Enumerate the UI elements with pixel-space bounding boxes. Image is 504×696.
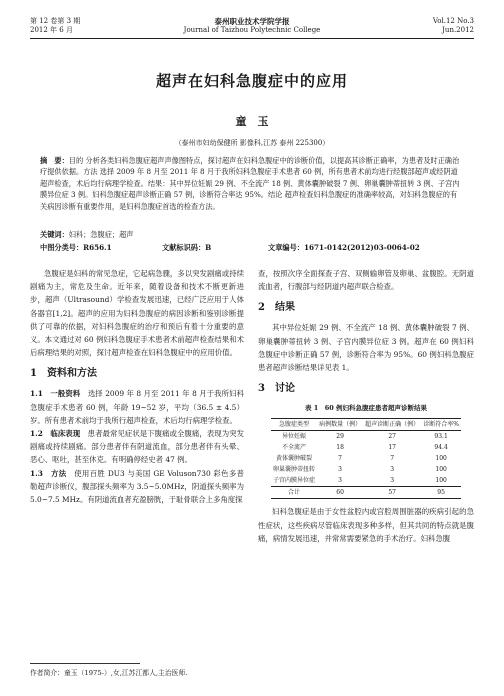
table-cell: 60 (317, 487, 363, 499)
table-header-row (271, 419, 461, 431)
subsection-1-1: 1.1 一般资料 选择 2009 年 8 月至 2011 年 8 月于我所妇科急腹症手术患者 60 例，年龄 19~52 岁，平均（36.5 ± 4.5）岁。所有患者术前均于我所行超声检查，术后均行病理学检查。 (30, 389, 244, 425)
table-cell: 7 (390, 455, 395, 463)
article-number: 文章编号：1671-0142(2012)03-0064-02 (268, 243, 420, 252)
table-cell: 不全流产 (282, 444, 307, 452)
section-1-heading: 1 资料和方法 (30, 368, 97, 380)
table-row (271, 464, 461, 475)
abstract (40, 155, 464, 212)
keywords (40, 230, 133, 240)
table-cell: 3 (338, 477, 342, 485)
section-2-heading: 2 结果 (258, 302, 295, 314)
abstract-text: 目的 分析各类妇科急腹症超声声像图特点，探讨超声在妇科急腹症中的诊断价值，以提高其诊断正确率，为患者及时正确治疗提供依据。方法 选择 2009 年 8 月至 2011 年 8 月于我所妇科急腹症手术患者 60 例，所有患者术前均进行经腹部超声或经阴道超声检查，术后均行病理学检查。结果：其中异位妊娠 29 例、不全流产 18 例、黄体囊肿破裂 7 例、卵巢囊肿蒂扭转 3 例、子宫内膜异位症 3 例。妇科急腹症超声诊断正确 57 例，诊断符合率达 95%。结论 超声检查妇科急腹症的准确率较高，对妇科急腹症的有关病因诊断有重要作用，是妇科急腹症首选的检查方法。 (40, 156, 460, 211)
keywords-text: 妇科；急腹症；超声 (68, 230, 134, 239)
section-3-heading: 3 讨论 (258, 383, 295, 395)
table-cell: 3 (338, 466, 342, 474)
table-cell: 100 (435, 455, 447, 463)
publication-date-en: Jun.2012 (442, 26, 474, 34)
method-continuation: 查，按照次序全面探查子宫、双侧输卵管及卵巢、盆腹腔。无阴道流血者，行腹部与经阴道内超声联合检查。 (258, 269, 474, 292)
table-cell: 3 (390, 466, 395, 474)
journal-name-cn: 泰州职业技术学院学报 (214, 17, 290, 26)
left-column (30, 267, 244, 506)
results-paragraph: 其中异位妊娠 29 例、不全流产 18 例、黄体囊肿破裂 7 例、卵巢囊肿蒂扭转 3 例、子宫内膜异位症 3 例。超声在 60 例妇科急腹症中诊断正确 57 例，诊断符合率为 95%。60 例妇科急腹症患者超声诊断结果详见表 1。 (258, 323, 474, 373)
journal-name-en: Journal of Taizhou Polytechnic College (183, 26, 321, 34)
right-column (258, 267, 474, 545)
table-cell: 29 (336, 433, 344, 441)
table-cell: 100 (435, 466, 447, 474)
table-cell: 卵巢囊肿蒂扭转 (273, 466, 316, 474)
table-cell: 100 (435, 477, 447, 485)
table-cell: 合计 (271, 487, 317, 499)
table-row (271, 431, 461, 443)
table-row (271, 453, 461, 464)
keywords-label: 关键词： (40, 230, 69, 239)
publication-date: 2012 年 6 月 (30, 26, 73, 34)
document-code: 文献标识码：B (162, 243, 212, 252)
table-cell: 异位妊娠 (282, 433, 307, 441)
header-right (433, 17, 474, 35)
abstract-label: 摘 要： (40, 156, 69, 165)
table-row (271, 442, 461, 453)
table-header-cell: 急腹症类型 (271, 419, 317, 431)
table-cell: 黄体囊肿破裂 (276, 455, 313, 463)
volume-issue: 第 12 卷第 3 期 (30, 17, 81, 25)
article-title: 超声在妇科急腹症中的应用 (155, 72, 348, 90)
header-divider (30, 38, 474, 39)
discussion-paragraph: 妇科急腹症是由于女性盆腔内或宫腔周围脏器的疾病引起的急性症状，这些疾病尽管临床表现多种多样，但其共同的特点就是腹痛，病情发展迅速，并常常需要紧急的手术治疗。妇科急腹 (258, 507, 474, 543)
table-cell: 93.1 (434, 433, 448, 441)
table-header-cell: 病例数量（例） (317, 419, 363, 431)
subsection-1-3: 1.3 方法 使用百胜 DU3 与美国 GE Voluson730 彩色多普勒超声诊断仪，腹部探头频率为 3.5~5.0MHz，阴道探头频率为 5.0~7.5 MHz。有阴道流血者充盈膀胱，于耻骨联合上多角度探 (30, 468, 244, 505)
running-header (30, 17, 474, 43)
table-cell: 95 (421, 487, 461, 499)
volume-issue-en: Vol.12 No.3 (432, 17, 474, 25)
table-cell: 7 (338, 455, 342, 463)
header-center (30, 17, 474, 35)
table-cell: 子宫内膜异位症 (273, 477, 316, 485)
subsection-1-2: 1.2 临床表现 患者最常见症状是下腹痛或全腹痛，表现为突发剧痛或持续剧痛。部分患者伴有阴道流血，部分患者伴有头晕、恶心、呕吐，甚至休克。有明确停经史者 47 例。 (30, 429, 244, 465)
author-name: 童 玉 (235, 115, 269, 128)
footnote-divider (30, 663, 140, 664)
table-caption: 表 1 60 例妇科急腹症患者超声诊断结果 (304, 404, 428, 413)
author-footnote: 作者简介：童玉（1975-）,女,江苏江都人,主治医师. (30, 669, 188, 677)
table-cell: 18 (336, 444, 344, 452)
table-cell: 27 (388, 433, 396, 441)
table-cell: 3 (390, 477, 395, 485)
table-header-cell: 超声诊断正确（例） (363, 419, 421, 431)
clc-code: 中图分类号：R656.1 (40, 243, 112, 252)
table-total-row (271, 487, 461, 499)
author-affiliation: （泰州市妇幼保健所 影像科,江苏 泰州 225300） (174, 139, 330, 147)
intro-paragraph: 急腹症是妇科的常见急症，它起病急骤，多以突发剧痛或持续剧痛为主，常危及生命。近年来，随着设备和技术不断更新进步，超声（Ultrasound）学检查发展迅速，已经广泛应用于人体各器官[1,2]。超声的应用为妇科急腹症的病因诊断和鉴别诊断提供了可靠的依据，对妇科急腹症的治疗和预后有着十分重要的意义。本文通过对 60 例妇科急腹症手术患者术前超声检查结果和术后病理结果的对照，探讨超声检查在妇科急腹症中的应用价值。 (30, 269, 244, 358)
table-header-cell: 诊断符合率% (421, 419, 461, 431)
table-cell: 94.4 (434, 444, 448, 452)
table-row (271, 475, 461, 487)
table-cell: 17 (388, 444, 396, 452)
table-cell: 57 (363, 487, 421, 499)
results-table (271, 418, 461, 499)
